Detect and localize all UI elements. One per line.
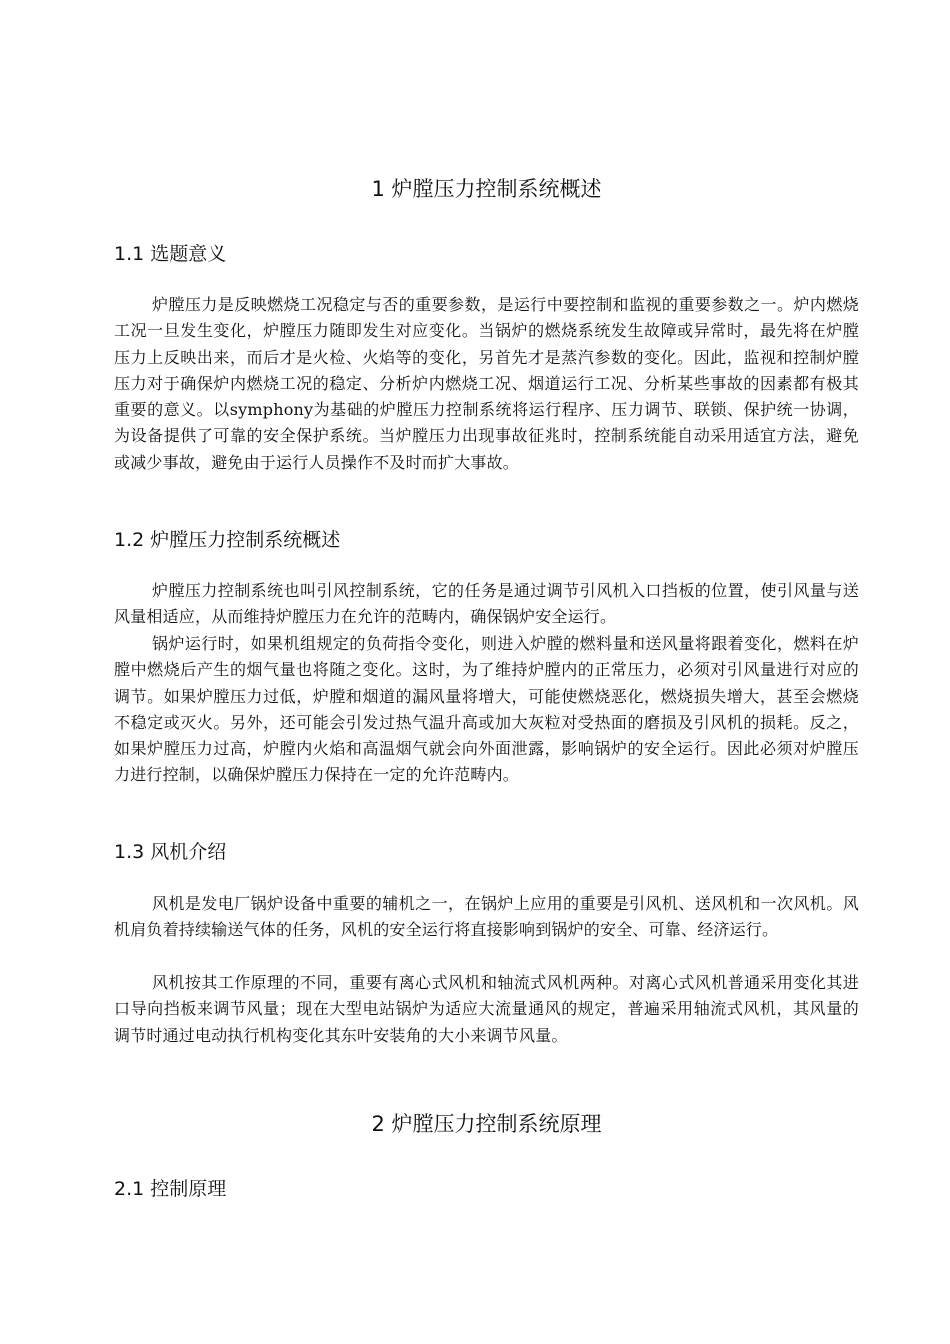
paragraph: 风机按其工作原理的不同，重要有离心式风机和轴流式风机两种。对离心式风机普通采用变化其进口导向挡板来调节风量；现在大型电站锅炉为适应大流量通风的规定，普遍采用轴流式风机，其风量的调节时通过电动执行机构变化其东叶安装角的大小来调节风量。 [114, 973, 859, 1045]
section-title: 1.3 风机介绍 [114, 841, 227, 863]
paragraph: 风机是发电厂锅炉设备中重要的辅机之一，在锅炉上应用的重要是引风机、送风机和一次风机。风机肩负着持续输送气体的任务，风机的安全运行将直接影响到锅炉的安全、可靠、经济运行。 [114, 894, 859, 940]
section-title: 2.1 控制原理 [114, 1178, 227, 1200]
section-title: 1.1 选题意义 [114, 243, 227, 265]
paragraph: 炉膛压力控制系统也叫引风控制系统，它的任务是通过调节引风机入口挡板的位置，使引风量与送风量相适应，从而维持炉膛压力在允许的范畴内，确保锅炉安全运行。 [114, 581, 859, 627]
chapter-title: 2 炉膛压力控制系统原理 [371, 1112, 602, 1136]
paragraph: 炉膛压力是反映燃烧工况稳定与否的重要参数，是运行中要控制和监视的重要参数之一。炉内燃烧工况一旦发生变化，炉膛压力随即发生对应变化。当锅炉的燃烧系统发生故障或异常时，最先将在炉膛压力上反映出来，而后才是火检、火焰等的变化，另首先才是蒸汽参数的变化。因此，监视和控制炉膛压力对于确保炉内燃烧工况的稳定、分析炉内燃烧工况、烟道运行工况、分析某些事故的因素都有极其重要的意义。以symphony为基础的炉膛压力控制系统将运行程序、压力调节、联锁、保护统一协调，为设备提供了可靠的安全保护系统。当炉膛压力出现事故征兆时，控制系统能自动采用适宜方法，避免或减少事故，避免由于运行人员操作不及时而扩大事故。 [114, 295, 859, 472]
chapter-title: 1 炉膛压力控制系统概述 [371, 177, 602, 201]
paragraph: 锅炉运行时，如果机组规定的负荷指令变化，则进入炉膛的燃料量和送风量将跟着变化，燃料在炉膛中燃烧后产生的烟气量也将随之变化。这时，为了维持炉膛内的正常压力，必须对引风量进行对应的调节。如果炉膛压力过低，炉膛和烟道的漏风量将增大，可能使燃烧恶化，燃烧损失增大，甚至会燃烧不稳定或灭火。另外，还可能会引发过热气温升高或加大灰粒对受热面的磨损及引风机的损耗。反之，如果炉膛压力过高，炉膛内火焰和高温烟气就会向外面泄露，影响锅炉的安全运行。因此必须对炉膛压力进行控制，以确保炉膛压力保持在一定的允许范畴内。 [114, 634, 859, 785]
section-title: 1.2 炉膛压力控制系统概述 [114, 529, 341, 551]
